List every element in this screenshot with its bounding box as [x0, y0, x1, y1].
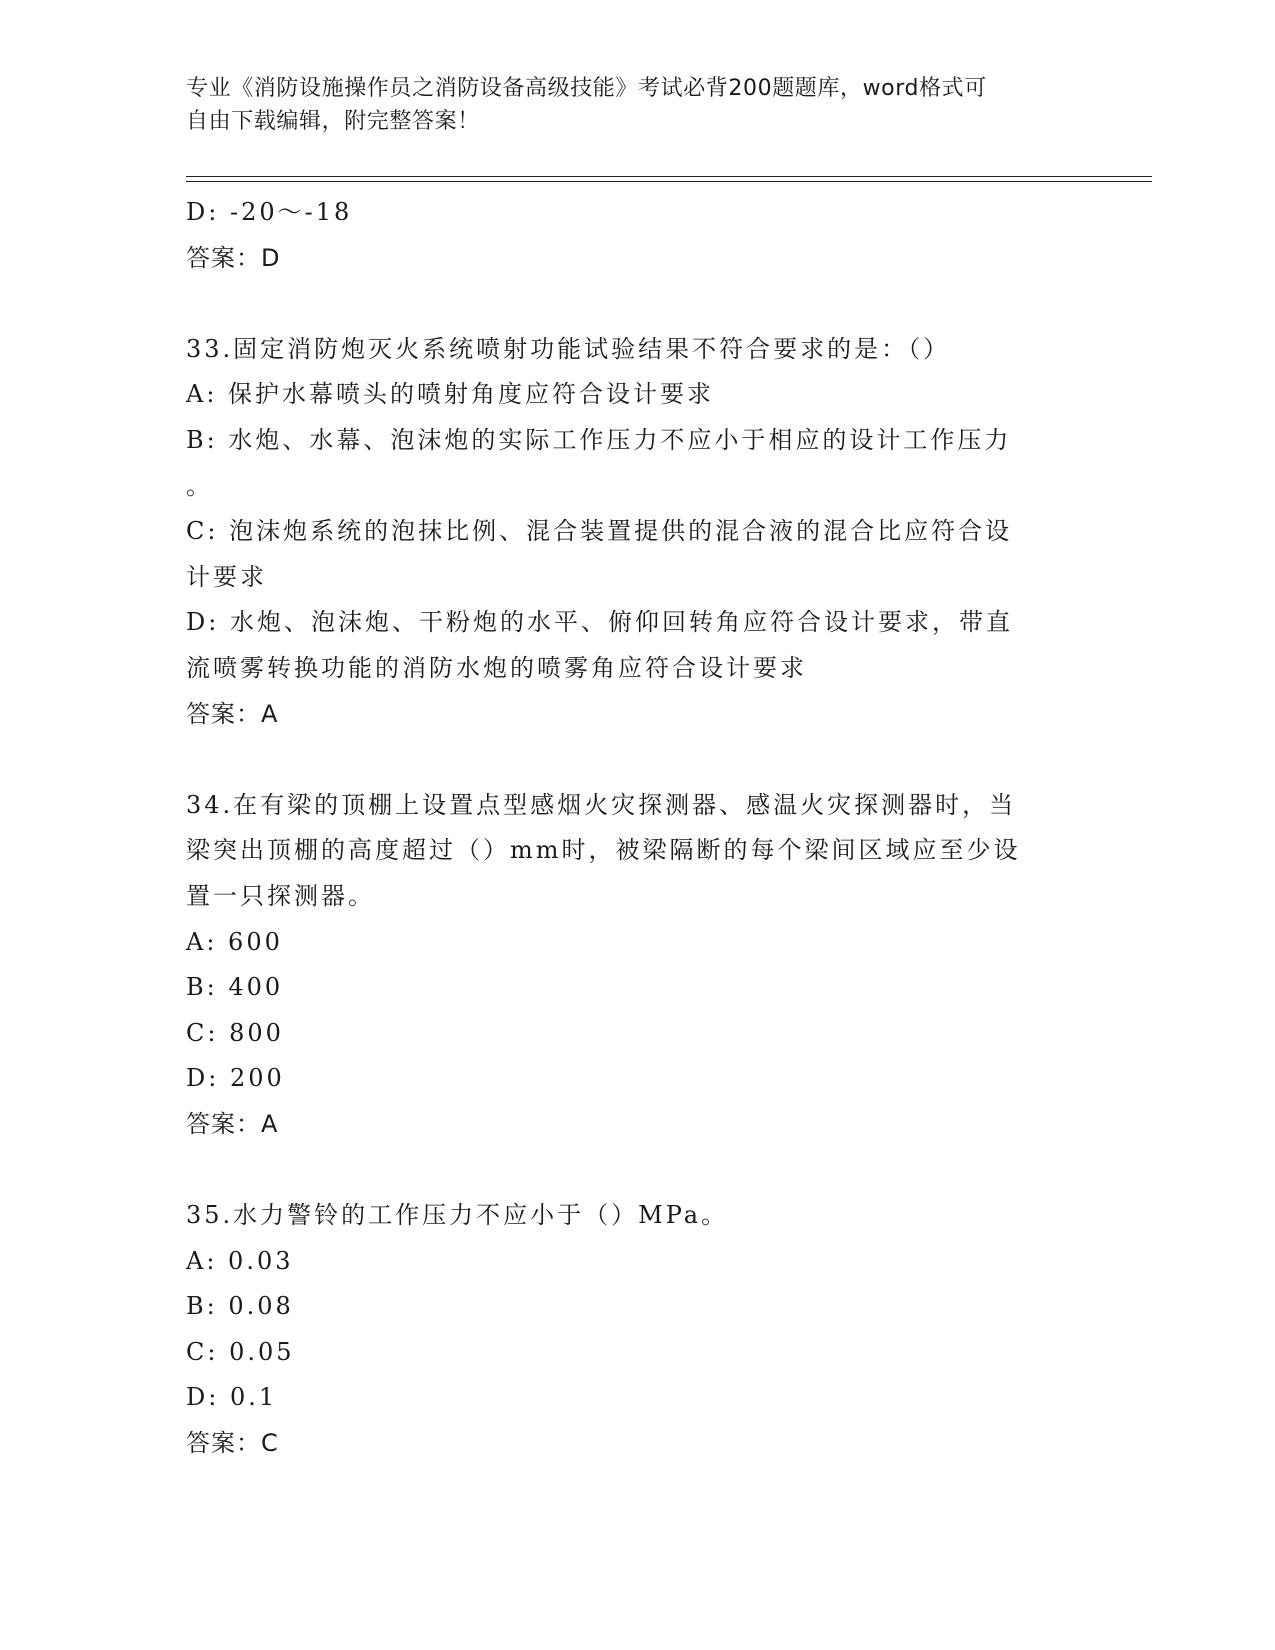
question-34-option-c: C: 800 [186, 1018, 284, 1047]
question-33-answer: 答案：A [186, 699, 279, 728]
question-list [186, 190, 1066, 1467]
question-34 [186, 783, 1066, 1148]
prev-answer: 答案：D [186, 243, 281, 272]
header-divider-top [186, 176, 1152, 177]
question-35 [186, 1193, 1066, 1467]
header-divider-bottom [186, 181, 1152, 182]
question-35-text: 35.水力警铃的工作压力不应小于（）MPa。 [186, 1201, 729, 1230]
question-34-text: 34.在有梁的顶棚上设置点型感烟火灾探测器、感温火灾探测器时，当 [186, 790, 1017, 819]
header-line-1: 专业《消防设施操作员之消防设备高级技能》考试必背200题题库，word格式可 [186, 76, 987, 101]
question-33-option-d-cont: 流喷雾转换功能的消防水炮的喷雾角应符合设计要求 [186, 653, 807, 682]
question-34-text-cont: 置一只探测器。 [186, 881, 375, 910]
question-33-option-b-cont: 。 [186, 471, 213, 500]
spacer [186, 737, 1066, 783]
question-33-option-c-cont: 计要求 [186, 562, 267, 591]
question-33-option-d: D: 水炮、泡沫炮、干粉炮的水平、俯仰回转角应符合设计要求，带直 [186, 608, 1013, 637]
document-header [186, 72, 1066, 138]
question-34-answer: 答案：A [186, 1109, 279, 1138]
question-35-option-a: A: 0.03 [186, 1246, 294, 1275]
question-33 [186, 327, 1066, 737]
question-33-option-b: B: 水炮、水幕、泡沫炮的实际工作压力不应小于相应的设计工作压力 [186, 425, 1012, 454]
question-33-text: 33.固定消防炮灭火系统喷射功能试验结果不符合要求的是：（） [186, 334, 951, 363]
question-35-option-c: C: 0.05 [186, 1337, 295, 1366]
question-34-text-cont: 梁突出顶棚的高度超过（）mm时，被梁隔断的每个梁间区域应至少设 [186, 836, 1021, 865]
spacer [186, 1147, 1066, 1193]
question-35-option-b: B: 0.08 [186, 1292, 294, 1321]
question-33-option-c: C: 泡沫炮系统的泡抹比例、混合装置提供的混合液的混合比应符合设 [186, 517, 1013, 546]
question-33-option-a: A: 保护水幕喷头的喷射角度应符合设计要求 [186, 380, 715, 409]
question-35-option-d: D: 0.1 [186, 1383, 278, 1412]
prev-option-d: D: -20～-18 [186, 198, 353, 226]
header-line-2: 自由下载编辑，附完整答案！ [186, 109, 480, 134]
question-34-option-b: B: 400 [186, 973, 284, 1002]
question-34-option-d: D: 200 [186, 1064, 285, 1093]
spacer [186, 281, 1066, 327]
question-34-option-a: A: 600 [186, 927, 283, 956]
question-35-answer: 答案：C [186, 1429, 279, 1458]
